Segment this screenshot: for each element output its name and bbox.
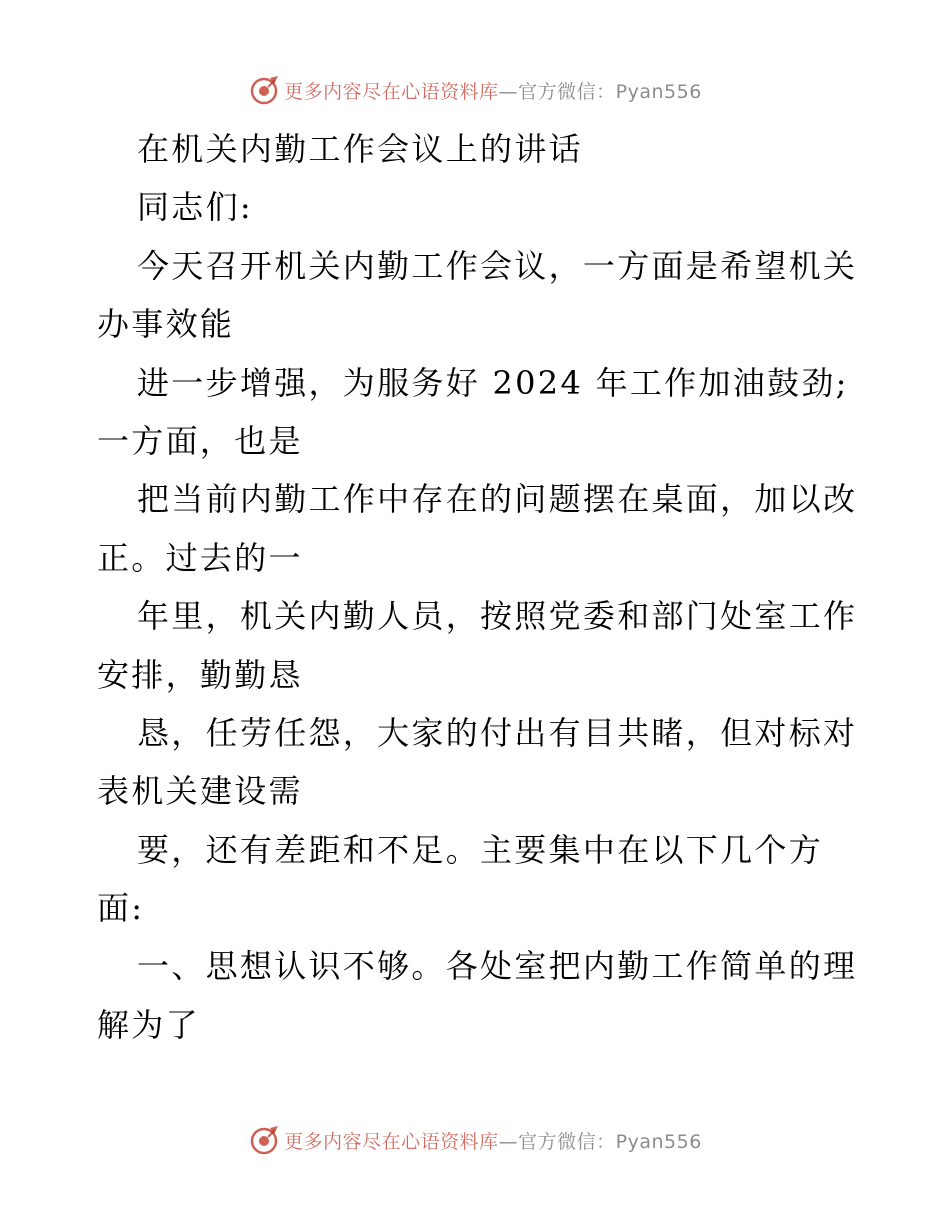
document-body — [97, 120, 857, 1054]
watermark-text-red: 更多内容尽在心语资料库 — [284, 1130, 499, 1153]
document-line: 一方面，也是 — [97, 421, 303, 460]
document-line: 要，还有差距和不足。主要集中在以下几个方 — [137, 830, 824, 869]
quill-seal-icon — [248, 74, 280, 106]
quill-seal-icon — [248, 1124, 280, 1156]
document-line: 一、思想认识不够。各处室把内勤工作简单的理 — [137, 947, 858, 986]
document-line: 正。过去的一 — [97, 538, 303, 577]
footer-watermark — [0, 1120, 950, 1160]
document-line: 表机关建设需 — [97, 772, 303, 811]
document-line: 面: — [97, 889, 145, 928]
document-line: 今天召开机关内勤工作会议，一方面是希望机关 — [137, 246, 858, 285]
watermark-text-red: 更多内容尽在心语资料库 — [284, 80, 499, 103]
document-line: 办事效能 — [97, 305, 235, 344]
document-line: 年里，机关内勤人员，按照党委和部门处室工作 — [137, 597, 858, 636]
watermark-text-gray: —官方微信：Pyan556 — [498, 1130, 702, 1153]
document-line: 把当前内勤工作中存在的问题摆在桌面，加以改 — [137, 480, 858, 519]
document-line: 安排，勤勤恳 — [97, 655, 303, 694]
watermark-text-gray: —官方微信：Pyan556 — [498, 80, 702, 103]
document-line: 在机关内勤工作会议上的讲话 — [137, 130, 583, 168]
watermark-text — [284, 77, 702, 104]
document-line: 同志们: — [137, 188, 253, 227]
document-line: 恳，任劳任怨，大家的付出有目共睹，但对标对 — [137, 713, 858, 752]
document-line: 进一步增强，为服务好 2024 年工作加油鼓劲; — [137, 363, 849, 402]
document-line: 解为了 — [97, 1005, 200, 1044]
header-watermark — [0, 70, 950, 110]
watermark-text — [284, 1127, 702, 1154]
